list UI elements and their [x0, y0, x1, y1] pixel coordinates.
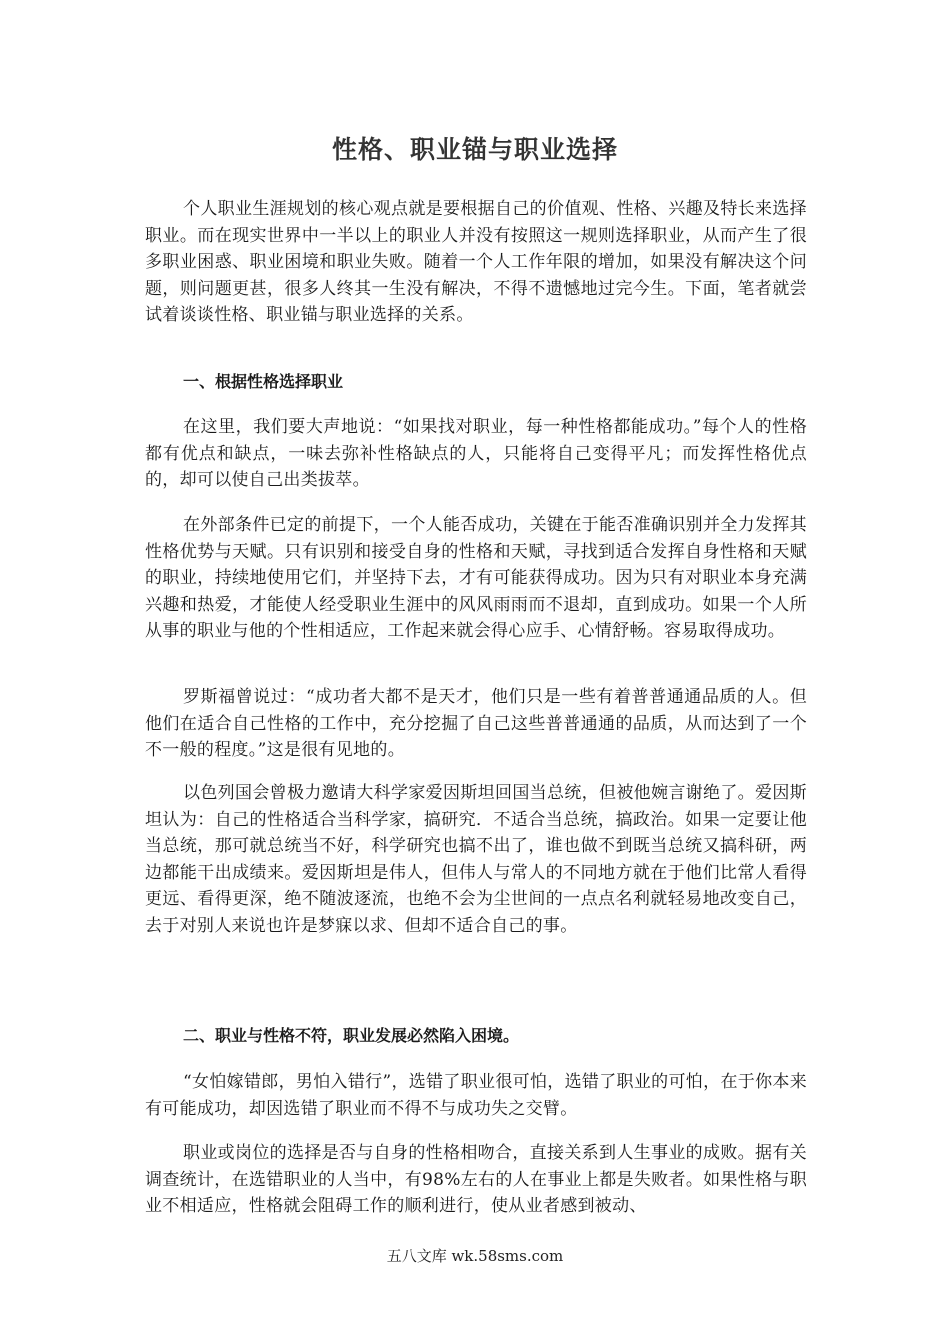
- page-footer: 五八文库 wk.58sms.com: [386, 1247, 564, 1265]
- section2-paragraph-1: “女怕嫁错郎，男怕入错行”，选错了职业很可怕，选错了职业的可怕，在于你本来有可能成功，却因选错了职业而不得不与成功失之交臂。: [145, 1072, 807, 1119]
- section1-paragraph-2: 在外部条件已定的前提下，一个人能否成功，关键在于能否准确识别并全力发挥其性格优势与天赋。只有识别和接受自身的性格和天赋，寻找到适合发挥自身性格和天赋的职业，持续地使用它们，并坚持下去，才有可能获得成功。因为只有对职业本身充满兴趣和热爱，才能使人经受职业生涯中的风风雨雨而不退却，直到成功。如果一个人所从事的职业与他的个性相适应，工作起来就会得心应手、心情舒畅。容易取得成功。: [145, 515, 807, 641]
- document-title: 性格、职业锚与职业选择: [331, 135, 618, 164]
- section1-paragraph-4: 以色列国会曾极力邀请大科学家爱因斯坦回国当总统，但被他婉言谢绝了。爱因斯坦认为：自己的性格适合当科学家，搞研究．不适合当总统，搞政治。如果一定要让他当总统，那可就总统当不好，科学研究也搞不出了，谁也做不到既当总统又搞科研，两边都能干出成绩来。爱因斯坦是伟人，但伟人与常人的不同地方就在于他们比常人看得更远、看得更深，绝不随波逐流，也绝不会为尘世间的一点点名利就轻易地改变自己，去于对别人来说也许是梦寐以求、但却不适合自己的事。: [145, 783, 807, 936]
- intro-paragraph: 个人职业生涯规划的核心观点就是要根据自己的价值观、性格、兴趣及特长来选择职业。而在现实世界中一半以上的职业人并没有按照这一规则选择职业，从而产生了很多职业困惑、职业困境和职业失败。随着一个人工作年限的增加，如果没有解决这个问题，则问题更甚，很多人终其一生没有解决，不得不遗憾地过完今生。下面，笔者就尝试着谈谈性格、职业锚与职业选择的关系。: [145, 199, 807, 325]
- section1-paragraph-1: 在这里，我们要大声地说：“如果找对职业，每一种性格都能成功。”每个人的性格都有优点和缺点，一味去弥补性格缺点的人，只能将自己变得平凡；而发挥性格优点的，却可以使自己出类拔萃。: [145, 417, 807, 490]
- section2-paragraph-2: 职业或岗位的选择是否与自身的性格相吻合，直接关系到人生事业的成败。据有关调查统计，在选错职业的人当中，有98%左右的人在事业上都是失败者。如果性格与职业不相适应，性格就会阻碍工作的顺利进行，使从业者感到被动、: [145, 1143, 807, 1216]
- section1-paragraph-3: 罗斯福曾说过：“成功者大都不是天才，他们只是一些有着普普通通品质的人。但他们在适合自己性格的工作中，充分挖掘了自己这些普普通通的品质，从而达到了一个不一般的程度。”这是很有见地的。: [145, 687, 807, 760]
- section-heading-1: 一、根据性格选择职业: [183, 372, 344, 391]
- section-heading-2: 二、职业与性格不符，职业发展必然陷入困境。: [183, 1026, 520, 1045]
